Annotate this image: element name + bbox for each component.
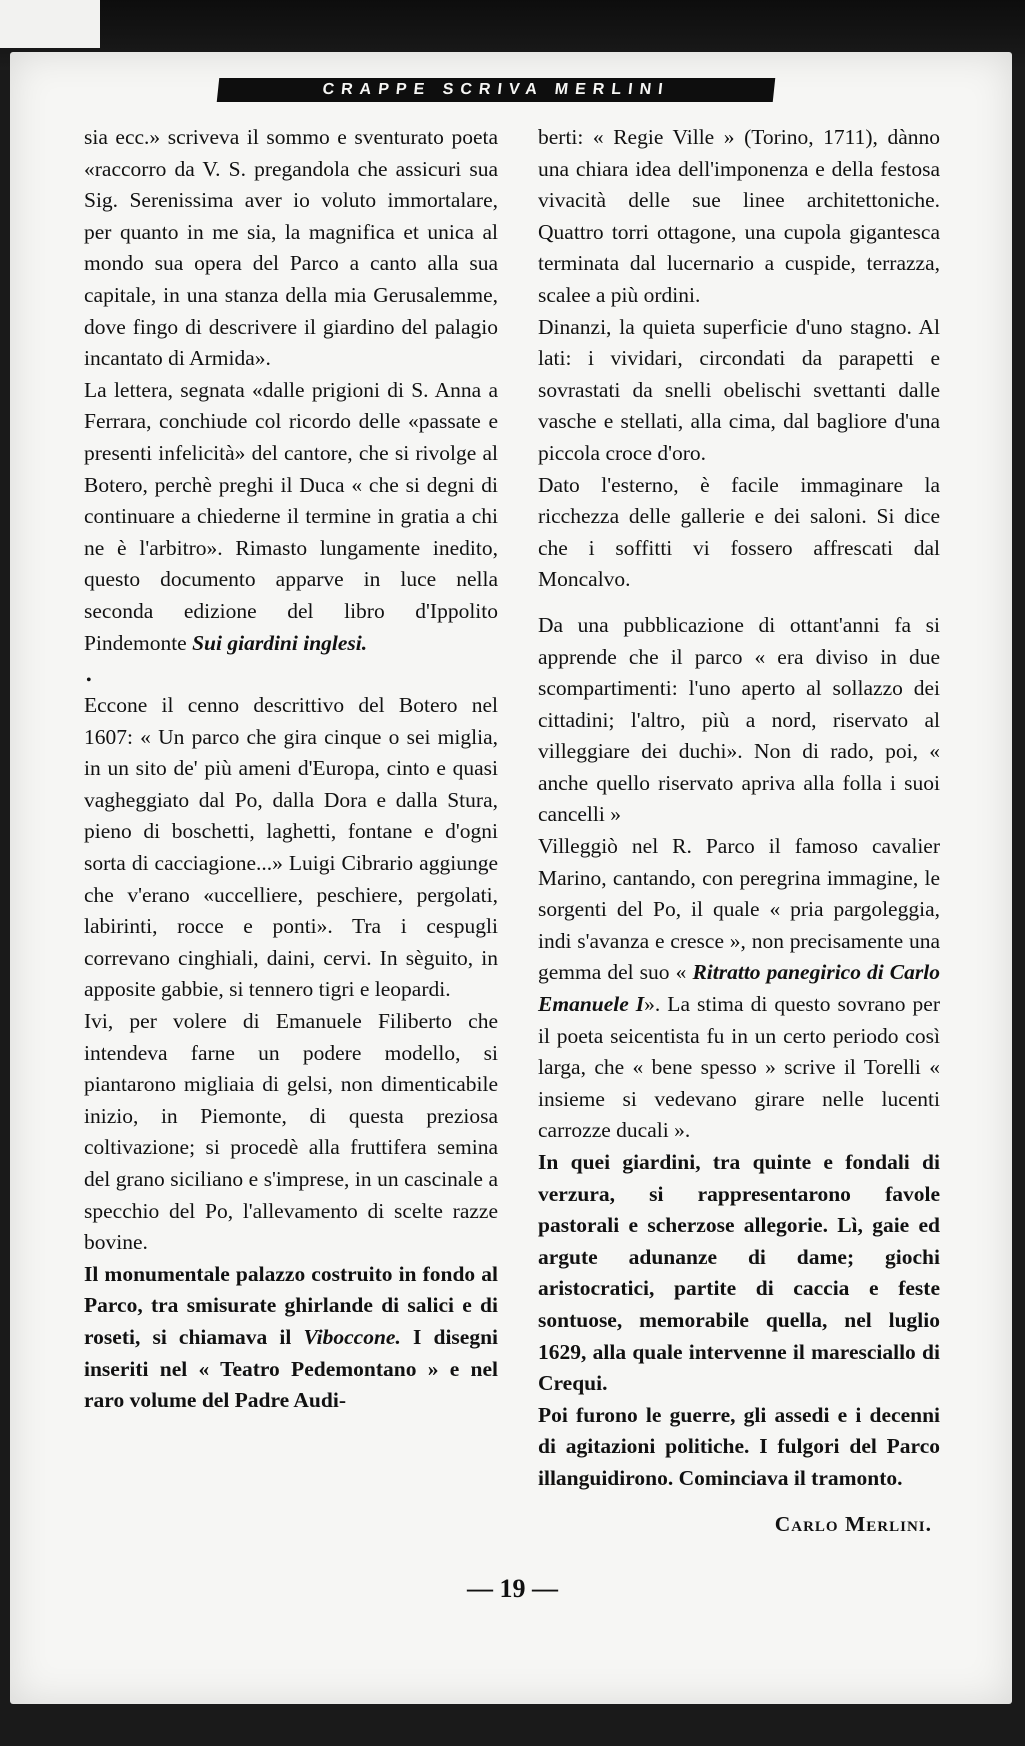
running-head: CRAPPE SCRIVA MERLINI [217, 78, 776, 102]
paragraph: Dato l'esterno, è facile immaginare la ricchezza delle gallerie e dei saloni. Si dice che i soffitti vi fossero affrescati dal Moncalvo. [538, 472, 940, 592]
book-title: Sui giardini inglesi. [192, 630, 368, 655]
paragraph-text: I disegni inseriti nel « Teatro Pedemontano » e nel raro volume del Padre Audi- [84, 1324, 499, 1413]
paragraph-text: La lettera, segnata «dalle prigioni di S. Anna a Ferrara, conchiude col ricordo delle «passate e presenti infelicità» del cantore, che si rivolge al Botero, perchè preghi il Duca « che si degni di continuare a chiederne il termine in gratia a chi ne è l'arbitro». Rimasto lungamente inedito, questo documento apparve in luce nella seconda edizione del libro d'Ippolito Pindemonte [84, 377, 498, 655]
bullet-mark: • [86, 672, 92, 690]
paragraph: sia ecc.» scriveva il sommo e sventurato poeta «raccorro da V. S. pregandola che assicuri sua Sig. Serenissima aver io voluto immortalare, per quanto in me sia, la magnifica et unica al mondo sua opera del Parco a canto alla sua capitale, in una stanza della mia Gerusalemme, dove fingo di descrivere il giardino del palagio incantato di Armida». [84, 125, 498, 371]
author-signature: Carlo Merlini. [774, 1511, 932, 1536]
paragraph [84, 1259, 498, 1417]
paragraph: Dinanzi, la quieta superficie d'uno stagno. Al lati: i vividari, circondati da parapetti e sovrastati da snelli obelischi svettanti dalle vasche e stellati, alla cima, dal bagliore d'una piccola croce d'oro. [538, 314, 940, 465]
text-column-right [538, 122, 940, 1540]
paragraph [84, 375, 498, 659]
paragraph-text: ». La stima di questo sovrano per il poeta seicentista fu in un certo periodo così larga, che « bene spesso » scrive il Torelli « insieme si vedevano girare nelle lucenti carrozze ducali ». [538, 992, 940, 1143]
text-column-left [84, 122, 498, 1417]
paragraph: Da una pubblicazione di ottant'anni fa si apprende che il parco « era diviso in due scompartimenti: l'uno aperto al sollazzo dei cittadini; l'altro, più a nord, riservato al villeggiare dei duchi». Non di rado, poi, « anche quello riservato apriva alla folla i suoi cancelli » [538, 612, 940, 827]
paragraph-text: Villeggiò nel R. Parco il famoso cavalier Marino, cantando, con peregrina immagine, le sorgenti del Po, il quale « pria pargoleggia, indi s'avanza e cresce », non precisamente una gemma del suo « [538, 834, 940, 985]
scan-paper-tab [0, 0, 100, 48]
paragraph: In quei giardini, tra quinte e fondali di verzura, si rappresentarono favole pastorali e scherzose allegorie. Lì, gaie ed argute adunanze di dame; giochi aristocratici, partite di caccia e feste sontuose, memorabile quella, nel luglio 1629, alla quale intervenne il maresciallo di Crequi. [538, 1150, 940, 1396]
paragraph [538, 831, 940, 1147]
paragraph: Ivi, per volere di Emanuele Filiberto che intendeva farne un podere modello, si piantarono migliaia di gelsi, non dimenticabile inizio, in Piemonte, di questa preziosa coltivazione; si procedè alla fruttifera semina del grano siciliano e s'imprese, in un cascinale a specchio del Po, l'allevamento di scelte razze bovine. [84, 1009, 498, 1255]
paragraph: Eccone il cenno descrittivo del Botero nel 1607: « Un parco che gira cinque o sei miglia, in un sito de' più ameni d'Europa, cinto e quasi vagheggiato dal Po, dalla Dora e dalla Stura, pieno di boschetti, laghetti, fontane e d'ogni sorta di cacciagione...» Luigi Cibrario aggiunge che v'erano «uccelliere, peschiere, pergolati, labirinti, rocce e ponti». Tra i cespugli correvano cinghiali, daini, cervi. In sèguito, in apposite gabbie, si tennero tigri e leopardi. [84, 693, 498, 1002]
page-number: — 19 — [467, 1574, 558, 1603]
poem-title: Ritratto panegirico di Carlo Emanuele I [538, 960, 940, 1017]
paragraph: berti: « Regie Ville » (Torino, 1711), dànno una chiara idea dell'imponenza e della festosa vivacità delle sue linee architettoniche. Quattro torri ottagone, una cupola gigantesca terminata dal lucernario a cuspide, terrazza, scalee a più ordini. [538, 125, 940, 307]
palace-name: Viboccone. [303, 1324, 401, 1349]
paragraph-text: Il monumentale palazzo costruito in fondo al Parco, tra smisurate ghirlande di salici e di roseti, si chiamava il [84, 1261, 498, 1349]
paragraph: Poi furono le guerre, gli assedi e i decenni di agitazioni politiche. I fulgori del Parco illanguidirono. Cominciava il tramonto. [538, 1402, 940, 1490]
